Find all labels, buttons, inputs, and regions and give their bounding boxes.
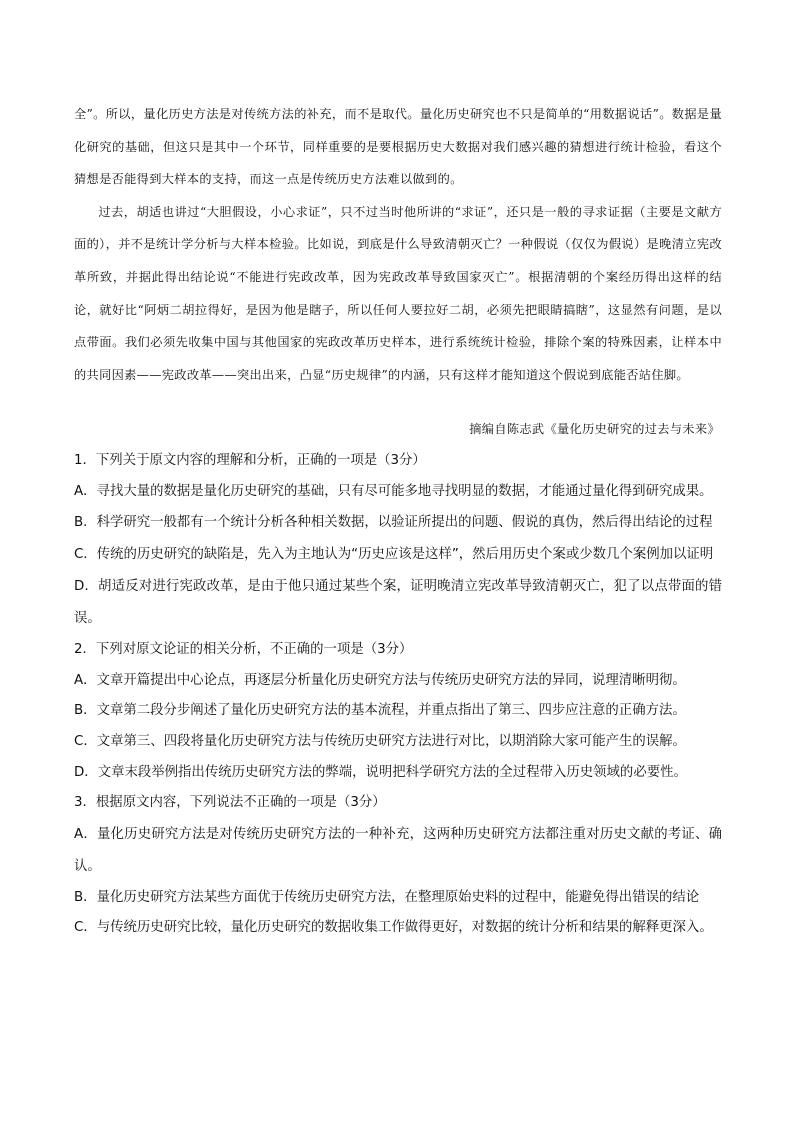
option-b: B．科学研究一般都有一个统计分析各种相关数据，以验证所提出的问题、假说的真伪，然后得出结论的过程: [74, 515, 713, 531]
option-d: D．文章末段举例指出传统历史研究方法的弊端，说明把科学研究方法的全过程带入历史领域的必要性。: [74, 764, 687, 780]
option-a: A．量化历史研究方法是对传统历史研究方法的一种补充，这两种历史研究方法都注重对历史文献的考证、确认。: [74, 826, 722, 874]
option-c: C．文章第三、四段将量化历史研究方法与传统历史研究方法进行对比，以期消除大家可能产生的误解。: [74, 733, 686, 749]
question-title: 2．下列对原文论证的相关分析，不正确的一项是（3分）: [74, 642, 413, 658]
question-title: 1．下列关于原文内容的理解和分析，正确的一项是（3分）: [74, 453, 426, 468]
question-list: [74, 446, 722, 944]
option-d: D．胡适反对进行宪政改革，是由于他只通过某些个案，证明晚清立宪改革导致清朝灭亡，犯了以点带面的错误。: [74, 579, 722, 627]
passage-source: 摘编自陈志武《量化历史研究的过去与未来》: [469, 422, 720, 436]
option-a: A．文章开篇提出中心论点，再逐层分析量化历史研究方法与传统历史研究方法的异同，说理清晰明彻。: [74, 672, 686, 688]
passage-paragraph-2: 过去，胡适也讲过“大胆假设，小心求证”，只不过当时他所讲的“求证”，还只是一般的寻求证据（主要是文献方面的），并不是统计学分析与大样本检验。比如说，到底是什么导致清朝灭亡？一种假说（仅仅为假说）是晚清立宪改革所致，并据此得出结论说“不能进行宪政改革，因为宪政改革导致国家灭亡”。根据清朝的个案经历得出这样的结论，就好比“阿炳二胡拉得好，是因为他是瞎子，所以任何人要拉好二胡，必须先把眼睛搞瞎”，这显然有问题，是以点带面。我们必须先收集中国与其他国家的宪政改革历史样本，进行系统统计检验，排除个案的特殊因素，让样本中的共同因素——宪政改革——突出出来，凸显“历史规律”的内涵，只有这样才能知道这个假说到底能否站住脚。: [74, 204, 722, 382]
question-2: [74, 635, 722, 788]
option-b: B．量化历史研究方法某些方面优于传统历史研究方法，在整理原始史料的过程中，能避免得出错误的结论: [74, 889, 700, 905]
question-1: [74, 446, 722, 635]
option-c: C．与传统历史研究比较，量化历史研究的数据收集工作做得更好，对数据的统计分析和结果的解释更深入。: [74, 920, 713, 936]
option-c: C．传统的历史研究的缺陷是，先入为主地认为“历史应该是这样”，然后用历史个案或少数几个案例加以证明: [74, 547, 714, 563]
passage-paragraph-1: 全”。所以，量化历史方法是对传统方法的补充，而不是取代。量化历史研究也不只是简单的“用数据说话”。数据是量化研究的基础，但这只是其中一个环节，同样重要的是要根据历史大数据对我们感兴趣的猜想进行统计检验，看这个猜想是否能得到大样本的支持，而这一点是传统历史方法难以做到的。: [74, 107, 722, 187]
reading-passage: [74, 98, 722, 391]
option-b: B．文章第二段分步阐述了量化历史研究方法的基本流程，并重点指出了第三、四步应注意的正确方法。: [74, 703, 686, 719]
question-title: 3．根据原文内容，下列说法不正确的一项是（3分）: [74, 795, 386, 811]
question-3: [74, 788, 722, 944]
option-a: A．寻找大量的数据是量化历史研究的基础，只有尽可能多地寻找明显的数据，才能通过量化得到研究成果。: [74, 483, 713, 499]
